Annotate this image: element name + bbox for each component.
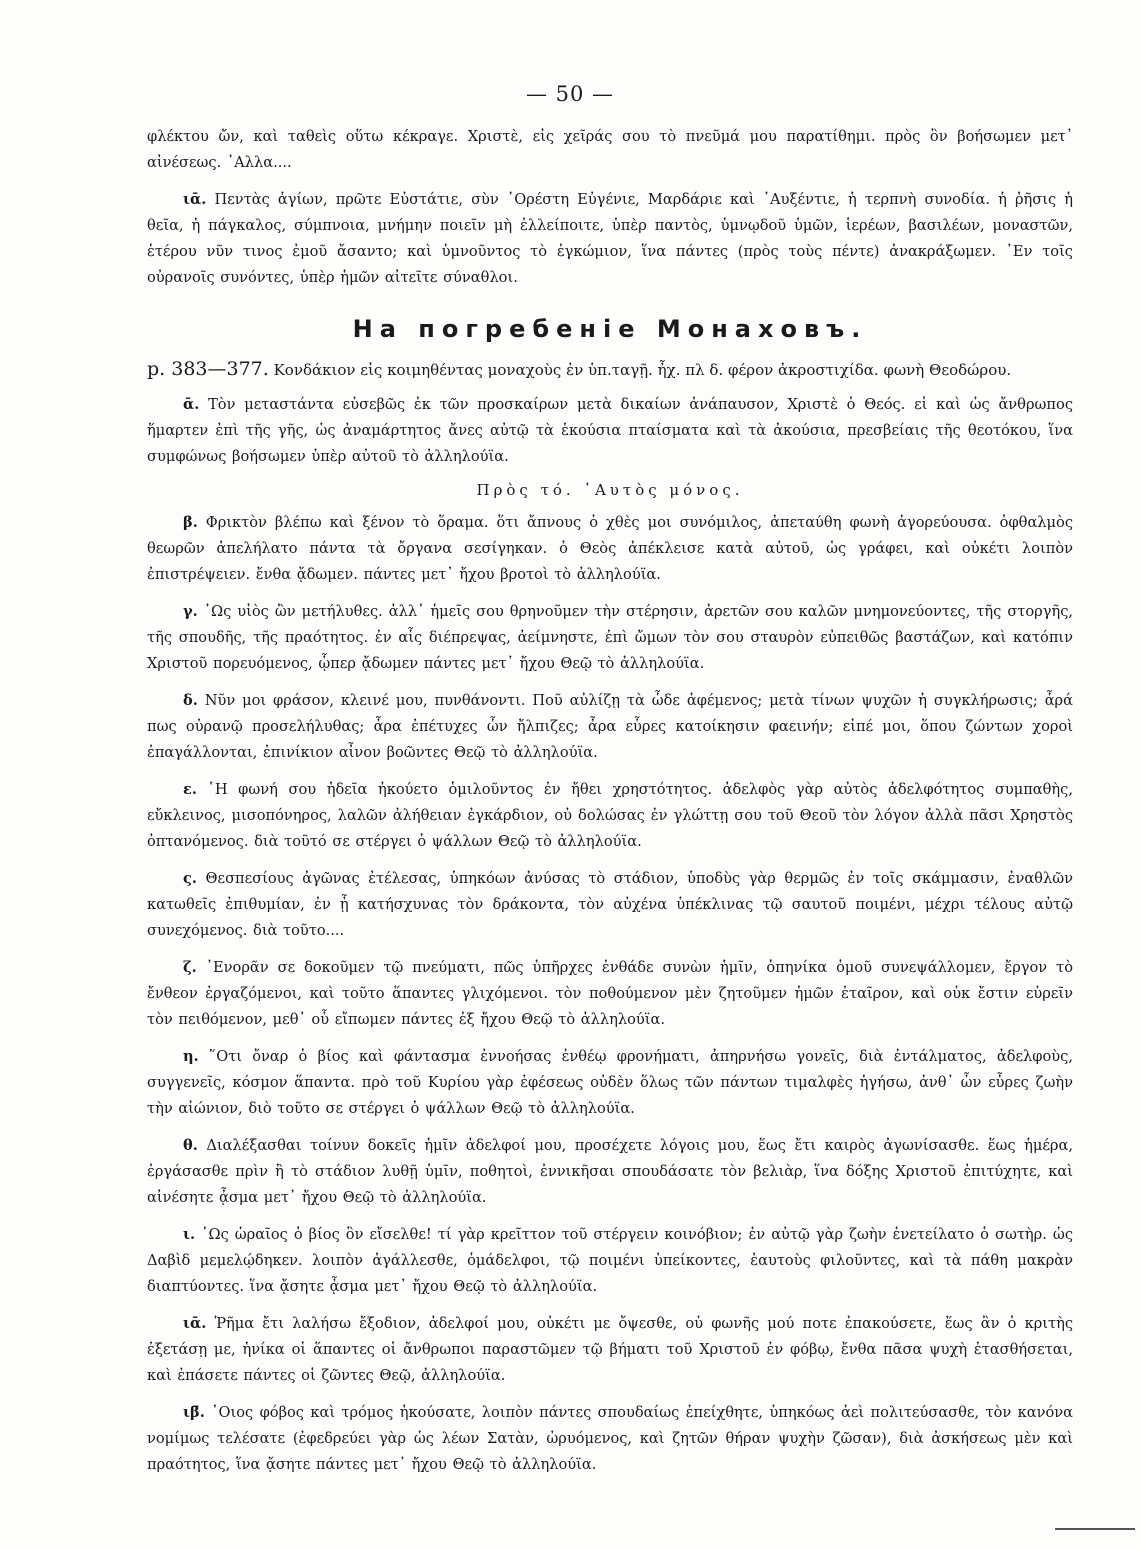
paragraph-number: ᾱ. (183, 396, 200, 413)
subheading: Πρὸς τό. ᾽Αυτὸς μόνος. (476, 481, 744, 499)
paragraph-number: γ. (183, 603, 198, 620)
kontakion-heading (147, 355, 1073, 384)
paragraph-text: Διαλέξασθαι τοίνυν δοκεῖς ἡμῖν ἀδελφοί μου, προσέχετε λόγοις μου, ἕως ἔτι καιρὸς ἀγωνίσασθε. ἕως ἡμέρα, ἐργάσασθε πρὶν ἢ τὸ στάδιον λυθῇ ὑμῖν, ποθητοὶ, ἐννικῆσαι σπουδάσατε τὸν βελιὰρ, ἵνα δόξης Χριστοῦ ἐπιτύχητε, καὶ αἰνέσητε ᾆσμα μετ᾽ ἤχου Θεῷ τὸ ἀλληλούϊα. (147, 1137, 1074, 1206)
paragraph-6 (147, 866, 1073, 944)
paragraph-10 (147, 1222, 1073, 1300)
paragraph-number: θ. (183, 1137, 198, 1154)
paragraph-continuation (147, 124, 1073, 176)
paragraph-text: ῾Ως ὡραῖος ὁ βίος ὃν εἴσελθε! τί γὰρ κρεῖττον τοῦ στέργειν κοινόβιον; ἐν αὐτῷ γὰρ ζωὴν ἐνετείλατο ὁ σωτὴρ. ὡς Δαβὶδ μεμελῴδηκεν. λοιπὸν ἀγάλλεσθε, ὁμάδελφοι, τῷ ποιμένι ὑπείκοντες, ἑαυτοὺς φιλοῦντες, καὶ τὰ πάθη μακρὰν διαπτύοντες. ἵνα ᾄσητε ᾆσμα μετ᾽ ἤχου Θεῷ τὸ ἀλληλούϊα. (147, 1226, 1073, 1295)
paragraph-8 (147, 1044, 1073, 1122)
paragraph-9 (147, 1133, 1073, 1211)
paragraph-text: ᾽Ενορᾶν σε δοκοῦμεν τῷ πνεύματι, πῶς ὑπῆρχες ἐνθάδε συνὼν ἡμῖν, ὁπηνίκα ὁμοῦ συνεψάλλομεν, ἔργον τὸ ἔνθεον ἐργαζόμενοι, καὶ τοῦτο ἅπαντες γλιχόμενοι. τὸν ποθούμενον μὲν ζητοῦμεν ἡμῶν ἑταῖρον, καὶ οὐκ ἔστιν εὑρεῖν τὸν πειθόμενον, μεθ᾽ οὗ εἴπωμεν πάντες ἐξ ἤχου Θεῷ τὸ ἀλληλούϊα. (147, 959, 1073, 1028)
paragraph-1 (147, 392, 1073, 470)
paragraph-number: ζ. (183, 959, 197, 976)
paragraph-number: ιβ̄. (183, 1404, 205, 1421)
paragraph-text: Ῥῆμα ἔτι λαλήσω ἔξοδιον, ἀδελφοί μου, οὐκέτι με ὄψεσθε, οὐ φωνῆς μού ποτε ἐπακούσετε, ἕως ἂν ὁ κριτὴς ἐξετάσῃ με, ἡνίκα οἱ ἅπαντες οἱ ἄνθρωποι παραστῶμεν τῷ βήματι τοῦ Χριστοῦ ἐν φόβῳ, ἔνθα πᾶσα ψυχὴ ἐτασθήσεται, καὶ ἐπάσετε πάντες οἱ ζῶντες Θεῷ, ἀλληλούϊα. (147, 1315, 1073, 1384)
text-column (147, 124, 1073, 1489)
page-reference: p. 383—377. (147, 358, 269, 380)
paragraph-text: ῾Η φωνή σου ἡδεῖα ἠκούετο ὁμιλοῦντος ἐν ἤθει χρηστότητος. ἀδελφὸς γὰρ αὐτὸς ἀδελφότητος συμπαθὴς, εὔκλεινος, μισοπόνηρος, λαλῶν ἀλήθειαν ἐγκάρδιον, οὐ δολώσας ἐν γλώττῃ σου τοῦ Θεοῦ τὸν λόγον ἀλλὰ πᾶσι Χρηστὸς ὀπτανόμενος. διὰ τοῦτό σε στέργει ὁ ψάλλων Θεῷ τὸ ἀλληλούϊα. (147, 781, 1073, 850)
paragraph-7 (147, 955, 1073, 1033)
paragraph-3 (147, 599, 1073, 677)
paragraph-number: ε. (183, 781, 197, 798)
paragraph-text: Πεντὰς ἁγίων, πρῶτε Εὐστάτιε, σὺν ᾽Ορέστη Εὐγένιε, Μαρδάριε καὶ ᾽Αυξέντιε, ἡ τερπνὴ συνοδία. ἡ ῥῆσις ἡ θεῖα, ἡ πάγκαλος, σύμπνοια, μνήμην ποιεῖν μὴ ἐλλείποιτε, ὑπὲρ παντὸς, ὑμνῳδοῦ ὑμῶν, ἱερέων, βασιλέων, μοναστῶν, ἑτέρου νῦν τινος ἐμοῦ ἄσαντο; καὶ ὑμνοῦντος τὸ ἐγκώμιον, ἵνα πάντες (πρὸς τοὺς πέντε) ἀνακράξωμεν. ᾽Εν τοῖς οὐρανοῖς συνόντες, ὑπὲρ ἡμῶν αἰτεῖτε σύναθλοι. (147, 191, 1073, 286)
paragraph-text: Φρικτὸν βλέπω καὶ ξένον τὸ ὅραμα. ὅτι ἄπνους ὁ χθὲς μοι συνόμιλος, ἀπεταύθη φωνὴ ἀγορεύουσα. ὀφθαλμὸς θεωρῶν ἀπελήλατο πάντα τὰ ὄργανα σεσίγηκαν. ὁ Θεὸς ἀπέκλεισε κατὰ αὐτοῦ, ὡς γράφει, καὶ οὐκέτι λοιπὸν ἐπιστρέψειεν. ἔνθα ᾄδωμεν. πάντες μετ᾽ ἤχου βροτοὶ τὸ ἀλληλούϊα. (147, 514, 1073, 583)
paragraph-number: ιᾱ. (183, 191, 207, 208)
paragraph-number: ς. (183, 870, 197, 887)
paragraph-number: ιᾱ. (183, 1315, 207, 1332)
section-title: На погребеніе Монаховъ. (352, 315, 868, 343)
paragraph-text: Τὸν μεταστάντα εὐσεβῶς ἐκ τῶν προσκαίρων μετὰ δικαίων ἀνάπαυσον, Χριστὲ ὁ Θεός. εἰ καὶ ὡς ἄνθρωπος ἥμαρτεν ἐπὶ τῆς γῆς, ὡς ἀναμάρτητος ἄνες αὐτῷ τὰ ἑκούσια πταίσματα καὶ τὰ ἀκούσια, πρεσβείαις τῆς θεοτόκου, ἵνα συμφώνως βοήσωμεν ὑπὲρ αὐτοῦ τὸ ἀλληλούϊα. (147, 396, 1073, 465)
paragraph-text: ῞Οτι ὄναρ ὁ βίος καὶ φάντασμα ἐννοήσας ἐνθέῳ φρονήματι, ἀπηρνήσω γονεῖς, διὰ ἐντάλματος, ἀδελφοὺς, συγγενεῖς, κόσμον ἅπαντα. πρὸ τοῦ Κυρίου γὰρ ἐφέσεως οὐδὲν ὅλως τῶν πάντων τιμαλφὲς ἡγήσω, ἀνθ᾽ ὧν εὗρες ζωὴν τὴν αἰώνιον, διὸ τοῦτο σε στέργει ὁ ψάλλων Θεῷ τὸ ἀλληλούϊα. (147, 1048, 1073, 1117)
paragraph-number: η. (183, 1048, 199, 1065)
paragraph-12 (147, 1400, 1073, 1478)
scan-edge-mark (1055, 1528, 1135, 1530)
paragraph-5 (147, 777, 1073, 855)
paragraph-text: ῾Οιος φόβος καὶ τρόμος ἠκούσατε, λοιπὸν πάντες σπουδαίως ἐπείχθητε, ὑπηκόως ἀεὶ πολιτεύσασθε, τὸν κανόνα νομίμως τελέσατε (ἐφεδρεύει γὰρ ὡς λέων Σατὰν, ὠρυόμενος, καὶ ζητῶν θήραν ψυχὴν ζῶσαν), διὰ ἀσκήσεως μὲν καὶ πραότητος, ἵνα ᾄσητε πάντες μετ᾽ ἤχου Θεῷ τὸ ἀλληλούϊα. (147, 1404, 1073, 1473)
kontakion-description: Κονδάκιον εἰς κοιμηθέντας μοναχοὺς ἐν ὑπ.ταγῇ. ἦχ. πλ δ. φέρον ἀκροστιχίδα. φωνὴ Θεοδώρου. (273, 361, 1012, 379)
paragraph-number: β. (183, 514, 198, 531)
paragraph-text: ᾽Ως υἱὸς ὢν μετήλυθες. ἀλλ᾽ ἡμεῖς σου θρηνοῦμεν τὴν στέρησιν, ἀρετῶν σου καλῶν μνημονεύοντες, τῆς στοργῆς, τῆς σπουδῆς, τῆς πραότητος. ἐν αἷς διέπρεψας, ἀείμνηστε, ἐπὶ ὤμων τὸν σου σταυρὸν εὐπειθῶς βαστάζων, καὶ κατόπιν Χριστοῦ πορευόμενος, ᾧπερ ᾄδωμεν πάντες μετ᾽ ἤχου Θεῷ τὸ ἀλληλούϊα. (147, 603, 1074, 672)
paragraph-4 (147, 688, 1073, 766)
paragraph-2 (147, 510, 1073, 588)
paragraph-text: Θεσπεσίους ἀγῶνας ἐτέλεσας, ὑπηκόων ἀνύσας τὸ στάδιον, ὑποδὺς γὰρ θερμῶς ἐν τοῖς σκάμμασιν, ἐναθλῶν κατωθεῖς ἐπιθυμίαν, ἐν ᾗ κατήσχυνας τὸν δράκοντα, τὸν αὐχένα ὑπέκλινας τῷ σαυτοῦ ποιμένι, μέχρι τέλους αὐτῷ συνεχόμενος. διὰ τοῦτο.... (147, 870, 1073, 939)
paragraph-11b (147, 1311, 1073, 1389)
page-number: — 50 — (525, 82, 615, 106)
paragraph-number: δ. (183, 692, 198, 709)
paragraph-text: Νῦν μοι φράσον, κλεινέ μου, πυνθάνοντι. Ποῦ αὐλίζῃ τὰ ὧδε ἀφέμενος; μετὰ τίνων ψυχῶν ἡ συγκλήρωσις; ἆρά πως οὐρανῷ προσελήλυθας; ἆρα ἐπέτυχες ὧν ἤλπιζες; ἆρα εὗρες κατοίκησιν φαεινήν; εἰπέ μοι, ὅπου ζώντων χοροὶ ἐπαγάλλονται, ἐπινίκιον αἶνον βοῶντες Θεῷ τὸ ἀλληλούϊα. (147, 692, 1073, 761)
paragraph-11 (147, 187, 1073, 291)
paragraph-text: φλέκτου ὤν, καὶ ταθεὶς οὕτω κέκραγε. Χριστὲ, εἰς χεῖράς σου τὸ πνεῦμά μου παρατίθημι. πρὸς ὃν βοήσωμεν μετ᾽ αἰνέσεως. ᾽Αλλα.... (147, 128, 1073, 171)
paragraph-number: ι. (183, 1226, 196, 1243)
